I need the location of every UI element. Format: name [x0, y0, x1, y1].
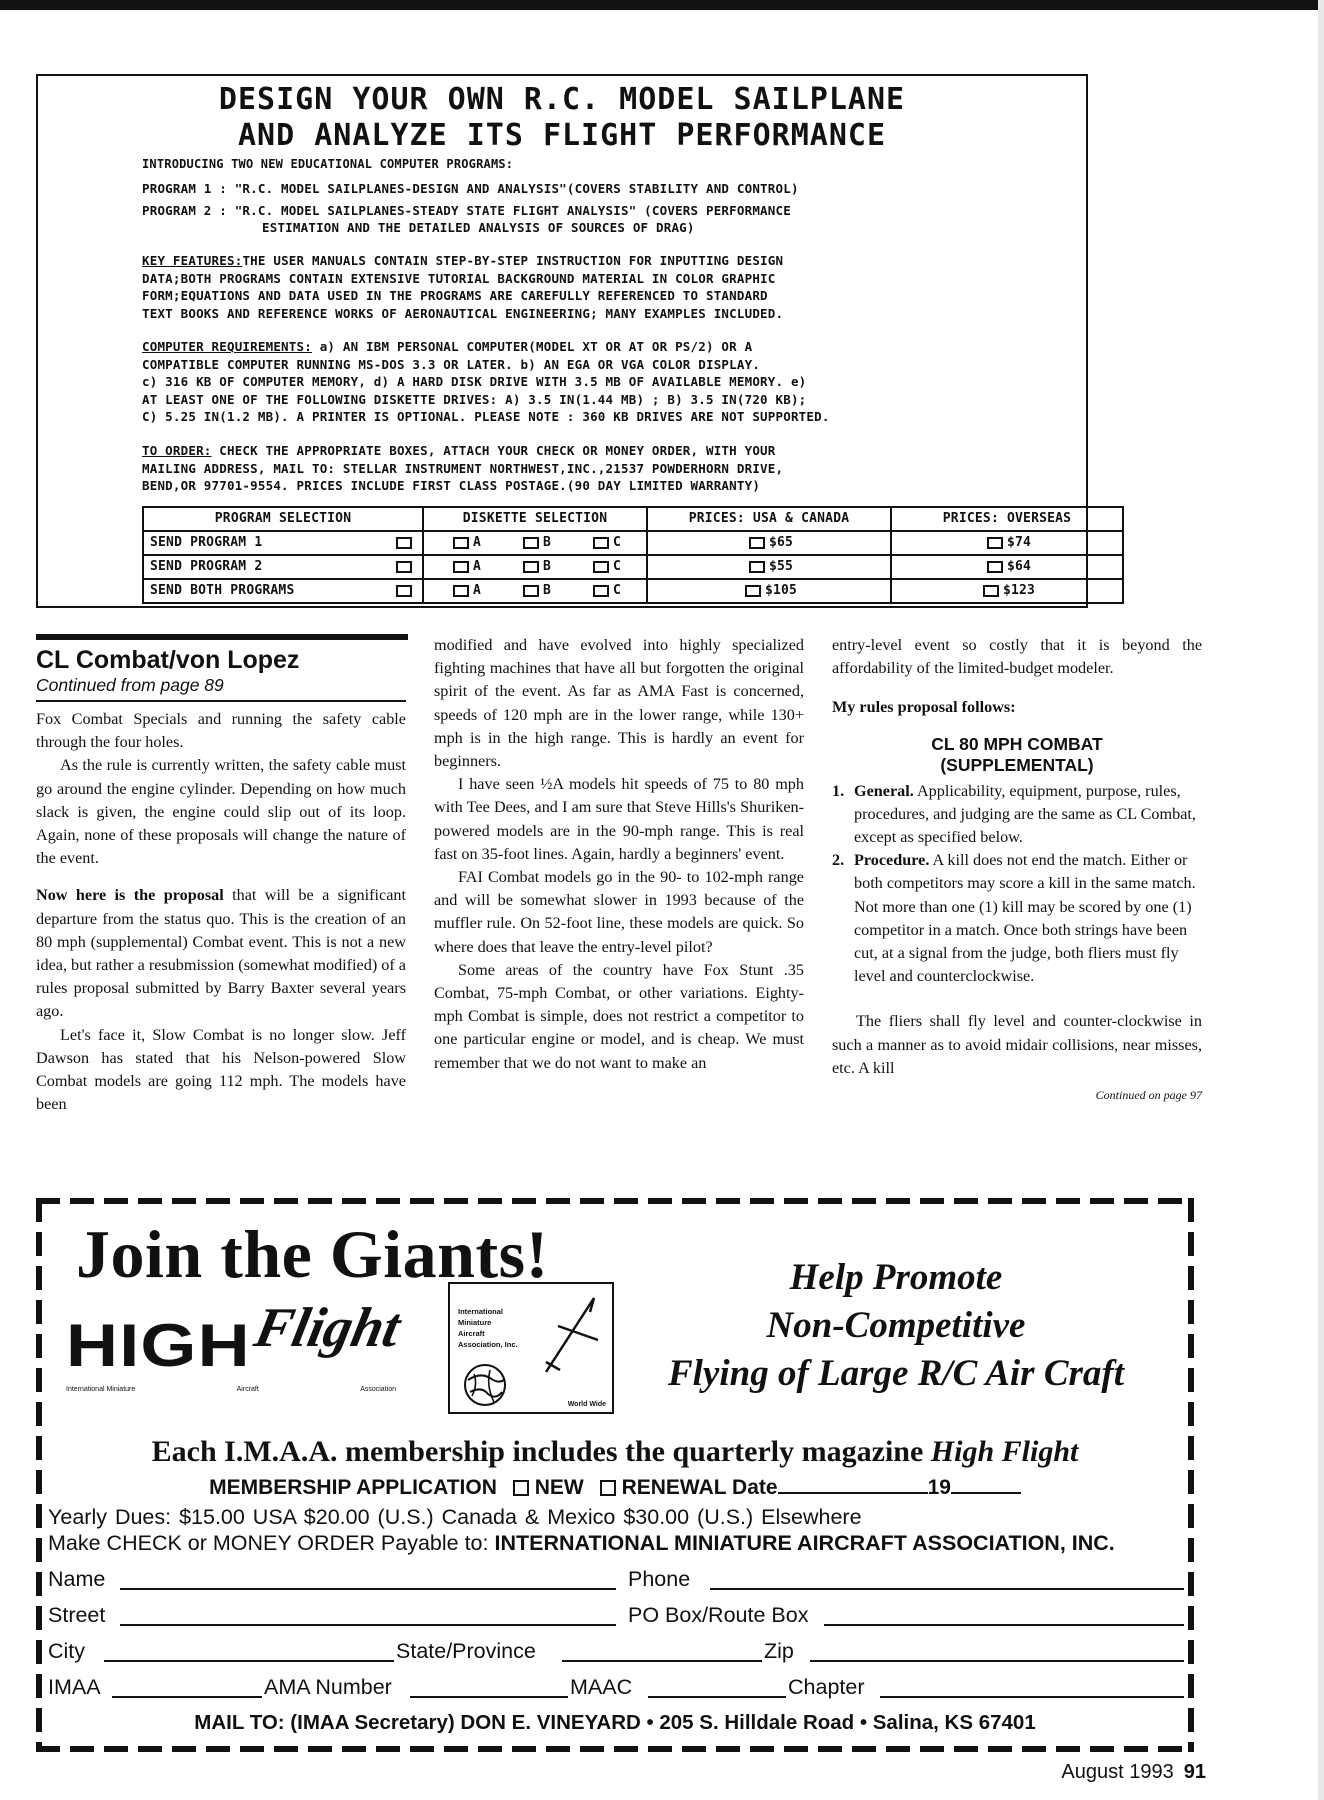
rule-number: 1. — [832, 781, 845, 800]
paragraph: entry-level event so costly that it is beyond the affordability of the limited-budget modeler. — [832, 636, 1202, 678]
order-form-table — [142, 506, 1124, 604]
article-column-3 — [832, 634, 1202, 1107]
zip-label: Zip — [764, 1639, 794, 1663]
rule-title: Procedure. — [854, 851, 930, 870]
diskette-c-checkbox[interactable] — [593, 561, 609, 573]
program-1-desc: PROGRAM 1 : "R.C. MODEL SAILPLANES-DESIGN AND ANALYSIS"(COVERS STABILITY AND CONTROL) — [142, 181, 799, 196]
price-overseas: $123 — [1002, 583, 1036, 599]
paragraph: I have seen ½A models hit speeds of 75 to 80 mph with Tee Dees, and I am sure that Steve Hills's Shuriken-powered models are in the 90-mph range. This is real fast on 35-foot lines. Again, hardly a beginners' event. — [434, 775, 804, 863]
ad-headline-line1: DESIGN YOUR OWN R.C. MODEL SAILPLANE — [218, 82, 906, 117]
diskette-a-label: A — [472, 583, 482, 599]
diskette-a-checkbox[interactable] — [453, 585, 469, 597]
row-label: SEND BOTH PROGRAMS — [150, 583, 295, 599]
page-footer — [1061, 1760, 1206, 1784]
table-row — [143, 555, 1123, 579]
high-flight-logo-hi: HIGH — [66, 1312, 251, 1379]
name-label: Name — [48, 1567, 106, 1591]
requirements-label: COMPUTER REQUIREMENTS: — [142, 339, 312, 354]
price-overseas: $74 — [1006, 535, 1032, 551]
heading-rule — [36, 634, 408, 640]
key-features — [142, 252, 1082, 322]
key-features-text: THE USER MANUALS CONTAIN STEP-BY-STEP INSTRUCTION FOR INPUTTING DESIGN DATA;BOTH PROGRAMS CONTAIN EXTENSIVE TUTORIAL BACKGROUND MATERIAL IN COLOR GRAPHIC FORM;EQUATIONS AND DATA USED IN THE PROGRAMS ARE CAREFULLY REFERENCED TO STANDARD TEXT BOOKS AND REFERENCE WORKS OF AERONAUTICAL ENGINEERING; MANY EXAMPLES INCLUDED. — [142, 253, 784, 321]
logo-line: International — [458, 1307, 504, 1316]
state-field[interactable] — [562, 1660, 762, 1662]
airplane-icon — [524, 1292, 610, 1388]
paragraph: modified and have evolved into highly specialized fighting machines that have all but forgotten the original spirit of the event. As far as AMA Fast is concerned, speeds of 120 mph are in the lower range, while 130+ mph is in the high range. This is hardly an event for beginners. — [434, 636, 804, 771]
form-row-city-state-zip — [48, 1638, 1184, 1668]
diskette-b-checkbox[interactable] — [523, 585, 539, 597]
pobox-label: PO Box/Route Box — [628, 1603, 809, 1627]
imaa-number-field[interactable] — [112, 1696, 262, 1698]
yearly-dues: Yearly Dues: $15.00 USA $20.00 (U.S.) Canada & Mexico $30.00 (U.S.) Elsewhere — [48, 1505, 862, 1529]
proposal-lead: My rules proposal follows: — [832, 698, 1016, 717]
price-overseas-checkbox[interactable] — [983, 585, 999, 597]
continued-on: Continued on page 97 — [1095, 1088, 1202, 1103]
diskette-a-label: A — [472, 559, 482, 575]
diskette-c-label: C — [612, 559, 622, 575]
paragraph-text: that will be a significant departure from the status quo. This is the creation of an 80 mph (supplemental) Combat event. This is not a new idea, but rather a resubmission (somewhat modified) of a rules proposal submitted by Barry Baxter several years ago. — [36, 886, 406, 1021]
diskette-c-label: C — [612, 583, 622, 599]
issue-date: August 1993 — [1061, 1761, 1174, 1783]
logo-line: Association, Inc. — [458, 1340, 518, 1349]
header-prices-overseas: PRICES: OVERSEAS — [891, 507, 1123, 531]
order-instructions — [142, 442, 1082, 495]
computer-requirements — [142, 338, 1082, 426]
membership-benefit — [36, 1434, 1194, 1470]
new-label: NEW — [534, 1476, 584, 1499]
diskette-c-checkbox[interactable] — [593, 537, 609, 549]
article-column-2 — [434, 634, 804, 1075]
row-label: SEND PROGRAM 1 — [150, 535, 263, 551]
benefit-text: Each I.M.A.A. membership includes the quarterly magazine — [151, 1435, 924, 1468]
price-overseas: $64 — [1006, 559, 1032, 575]
tagline-part: Aircraft — [236, 1386, 259, 1393]
diskette-b-checkbox[interactable] — [523, 537, 539, 549]
state-label: State/Province — [396, 1639, 536, 1663]
program-2-desc-cont: ESTIMATION AND THE DETAILED ANALYSIS OF SOURCES OF DRAG) — [262, 220, 695, 235]
slogan-line: Non-Competitive — [766, 1305, 1026, 1346]
street-label: Street — [48, 1603, 106, 1627]
rules-heading-line2: (SUPPLEMENTAL) — [940, 754, 1094, 775]
rule-item — [832, 849, 1202, 988]
payable-prefix: Make CHECK or MONEY ORDER Payable to: — [48, 1531, 489, 1555]
paragraph: As the rule is currently written, the safety cable must go around the engine cylinder. Depending on how much slack is given, the engine could slip out of its loop. Again, none of these proposals will change the nature of the event. — [36, 756, 406, 868]
price-usa-checkbox[interactable] — [749, 561, 765, 573]
both-programs-checkbox[interactable] — [396, 585, 412, 597]
sailplane-software-ad — [36, 74, 1088, 608]
new-checkbox[interactable] — [513, 1480, 529, 1496]
paragraph — [36, 884, 406, 1023]
diskette-b-checkbox[interactable] — [523, 561, 539, 573]
renewal-label: RENEWAL — [621, 1476, 727, 1499]
high-flight-logo — [60, 1297, 420, 1393]
diskette-b-label: B — [542, 559, 552, 575]
payee-name: INTERNATIONAL MINIATURE AIRCRAFT ASSOCIATION, INC. — [494, 1531, 1115, 1555]
rule-item — [832, 780, 1202, 850]
price-usa: $65 — [768, 535, 794, 551]
form-row-ids — [48, 1674, 1184, 1704]
article-cl-combat — [36, 634, 1208, 1174]
paragraph: Let's face it, Slow Combat is no longer slow. Jeff Dawson has stated that his Nelson-powered Slow Combat models are going 112 mph. The models have been — [36, 1025, 406, 1114]
chapter-label: Chapter — [788, 1675, 865, 1699]
row-label: SEND PROGRAM 2 — [150, 559, 263, 575]
high-flight-logo-script: Flight — [249, 1297, 406, 1359]
ad-headline-line2: AND ANALYZE ITS FLIGHT PERFORMANCE — [237, 118, 887, 153]
diskette-c-label: C — [612, 535, 622, 551]
order-label: TO ORDER: — [142, 443, 212, 458]
requirements-text: a) AN IBM PERSONAL COMPUTER(MODEL XT OR AT OR PS/2) OR A COMPATIBLE COMPUTER RUNNING MS-DOS 3.3 OR LATER. b) AN EGA OR VGA COLOR DISPLAY. c) 316 KB OF COMPUTER MEMORY, d) A HARD DISK DRIVE WITH 3.5 MB OF AVAILABLE MEMORY. e) AT LEAST ONE OF THE FOLLOWING DISKETTE DRIVES: A) 3.5 IN(1.44 MB) ; B) 3.5 IN(720 KB); C) 5.25 IN(1.2 MB). A PRINTER IS OPTIONAL. PLEASE NOTE : 360 KB DRIVES ARE NOT SUPPORTED. — [142, 339, 830, 424]
diskette-b-label: B — [542, 535, 552, 551]
dashed-border-top — [36, 1198, 1194, 1204]
rule-title: General. — [854, 781, 914, 800]
price-usa-checkbox[interactable] — [749, 537, 765, 549]
slogan-line: Flying of Large R/C Air Craft — [667, 1353, 1125, 1394]
mail-to-address: MAIL TO: (IMAA Secretary) DON E. VINEYARD • 205 S. Hilldale Road • Salina, KS 67401 — [194, 1711, 1036, 1734]
bold-lead: Now here is the proposal — [36, 886, 224, 905]
globe-icon — [460, 1362, 510, 1408]
imaa-logo-text — [458, 1306, 518, 1350]
city-field[interactable] — [104, 1660, 394, 1662]
ad-headline — [38, 82, 1086, 154]
payable-to — [48, 1530, 1115, 1556]
paragraph: Fox Combat Specials and running the safety cable through the four holes. — [36, 710, 406, 752]
ama-label: AMA Number — [264, 1675, 392, 1699]
divider — [36, 700, 406, 702]
maac-field[interactable] — [648, 1696, 786, 1698]
rule-text: Applicability, equipment, purpose, rules, procedures, and judging are the same as CL Combat, except as specified below. — [854, 781, 1196, 847]
magazine-name: High Flight — [930, 1435, 1079, 1468]
rules-heading — [832, 734, 1202, 776]
imaa-membership-ad — [36, 1198, 1194, 1752]
logo-line: Miniature — [458, 1318, 492, 1327]
phone-field[interactable] — [710, 1588, 1184, 1590]
date-label: Date — [732, 1476, 778, 1499]
program-2-checkbox[interactable] — [396, 561, 412, 573]
header-diskette-selection: DISKETTE SELECTION — [423, 507, 647, 531]
ama-number-field[interactable] — [410, 1696, 568, 1698]
street-field[interactable] — [120, 1624, 616, 1626]
year-field[interactable] — [951, 1474, 1021, 1494]
zip-field[interactable] — [810, 1660, 1184, 1662]
price-usa: $55 — [768, 559, 794, 575]
city-label: City — [48, 1639, 86, 1663]
price-usa-checkbox[interactable] — [745, 585, 761, 597]
diskette-a-label: A — [472, 535, 482, 551]
form-row-street-pobox — [48, 1602, 1184, 1632]
article-column-1 — [36, 634, 406, 1116]
paragraph: Some areas of the country have Fox Stunt .35 Combat, 75-mph Combat, or other variations. Eighty-mph Combat is simple, does not restrict a competitor to one particular engine or model, and is cheap. We must remember that we do not want to make an — [434, 960, 804, 1072]
date-field[interactable] — [778, 1474, 928, 1494]
price-overseas-checkbox[interactable] — [987, 561, 1003, 573]
application-label: MEMBERSHIP APPLICATION — [209, 1476, 497, 1499]
tagline-part: International Miniature — [66, 1386, 136, 1393]
scan-right-edge — [1318, 0, 1324, 1800]
paragraph: FAI Combat models go in the 90- to 102-mph range and will be somewhat slower in 1993 because of the muffler rule. On 52-foot line, these models are quick. So where does that leave the entry-level pilot? — [434, 868, 804, 956]
logo-line: Aircraft — [458, 1329, 485, 1338]
header-program-selection: PROGRAM SELECTION — [143, 507, 423, 531]
rule-text: A kill does not end the match. Either or both competitors may score a kill in the same match. Not more than one (1) kill may be scored by one (1) competitor in a match. Once both strings have been cut, at a signal from the judge, both fliers must fly level and counterclockwise. — [854, 851, 1196, 986]
program-1-checkbox[interactable] — [396, 537, 412, 549]
tagline-part: Association — [360, 1386, 396, 1393]
price-usa: $105 — [764, 583, 798, 599]
ad-slogan — [636, 1254, 1156, 1398]
renewal-checkbox[interactable] — [600, 1480, 616, 1496]
phone-label: Phone — [628, 1567, 691, 1591]
form-row-name-phone — [48, 1566, 1184, 1596]
dashed-border-bottom — [36, 1746, 1194, 1752]
diskette-a-checkbox[interactable] — [453, 561, 469, 573]
imaa-logo-worldwide: World Wide — [567, 1401, 606, 1408]
ad-headline: Join the Giants! — [76, 1216, 549, 1292]
imaa-logo — [448, 1282, 614, 1414]
header-prices-usa: PRICES: USA & CANADA — [647, 507, 891, 531]
continued-from: Continued from page 89 — [36, 675, 224, 695]
program-2-desc: PROGRAM 2 : "R.C. MODEL SAILPLANES-STEADY STATE FLIGHT ANALYSIS" (COVERS PERFORMANCE — [142, 203, 791, 218]
page-number: 91 — [1183, 1761, 1206, 1783]
price-overseas-checkbox[interactable] — [987, 537, 1003, 549]
order-text: CHECK THE APPROPRIATE BOXES, ATTACH YOUR CHECK OR MONEY ORDER, WITH YOUR MAILING ADDRESS, MAIL TO: STELLAR INSTRUMENT NORTHWEST,INC.,21537 POWDERHORN DRIVE, BEND,OR 97701-9554. PRICES INCLUDE FIRST CLASS POSTAGE.(90 DAY LIMITED WARRANTY) — [142, 443, 784, 493]
high-flight-logo-tagline — [66, 1386, 396, 1393]
table-row — [143, 579, 1123, 603]
membership-application-row — [36, 1474, 1194, 1501]
maac-label: MAAC — [570, 1675, 633, 1699]
table-row — [143, 531, 1123, 555]
slogan-line: Help Promote — [789, 1257, 1003, 1298]
diskette-c-checkbox[interactable] — [593, 585, 609, 597]
article-title: CL Combat/von Lopez — [36, 646, 300, 674]
chapter-field[interactable] — [880, 1696, 1184, 1698]
paragraph: The fliers shall fly level and counter-clockwise in such a manner as to avoid midair collisions, near misses, etc. A kill — [832, 1012, 1202, 1077]
year-label: 19 — [927, 1476, 951, 1499]
diskette-b-label: B — [542, 583, 552, 599]
rule-number: 2. — [832, 851, 845, 870]
ad-intro: INTRODUCING TWO NEW EDUCATIONAL COMPUTER PROGRAMS: — [142, 157, 514, 171]
diskette-a-checkbox[interactable] — [453, 537, 469, 549]
pobox-field[interactable] — [824, 1624, 1184, 1626]
imaa-label: IMAA — [48, 1675, 101, 1699]
scan-top-edge — [0, 0, 1324, 10]
key-features-label: KEY FEATURES: — [142, 253, 243, 268]
rules-heading-line1: CL 80 MPH COMBAT — [931, 733, 1103, 754]
name-field[interactable] — [120, 1588, 616, 1590]
